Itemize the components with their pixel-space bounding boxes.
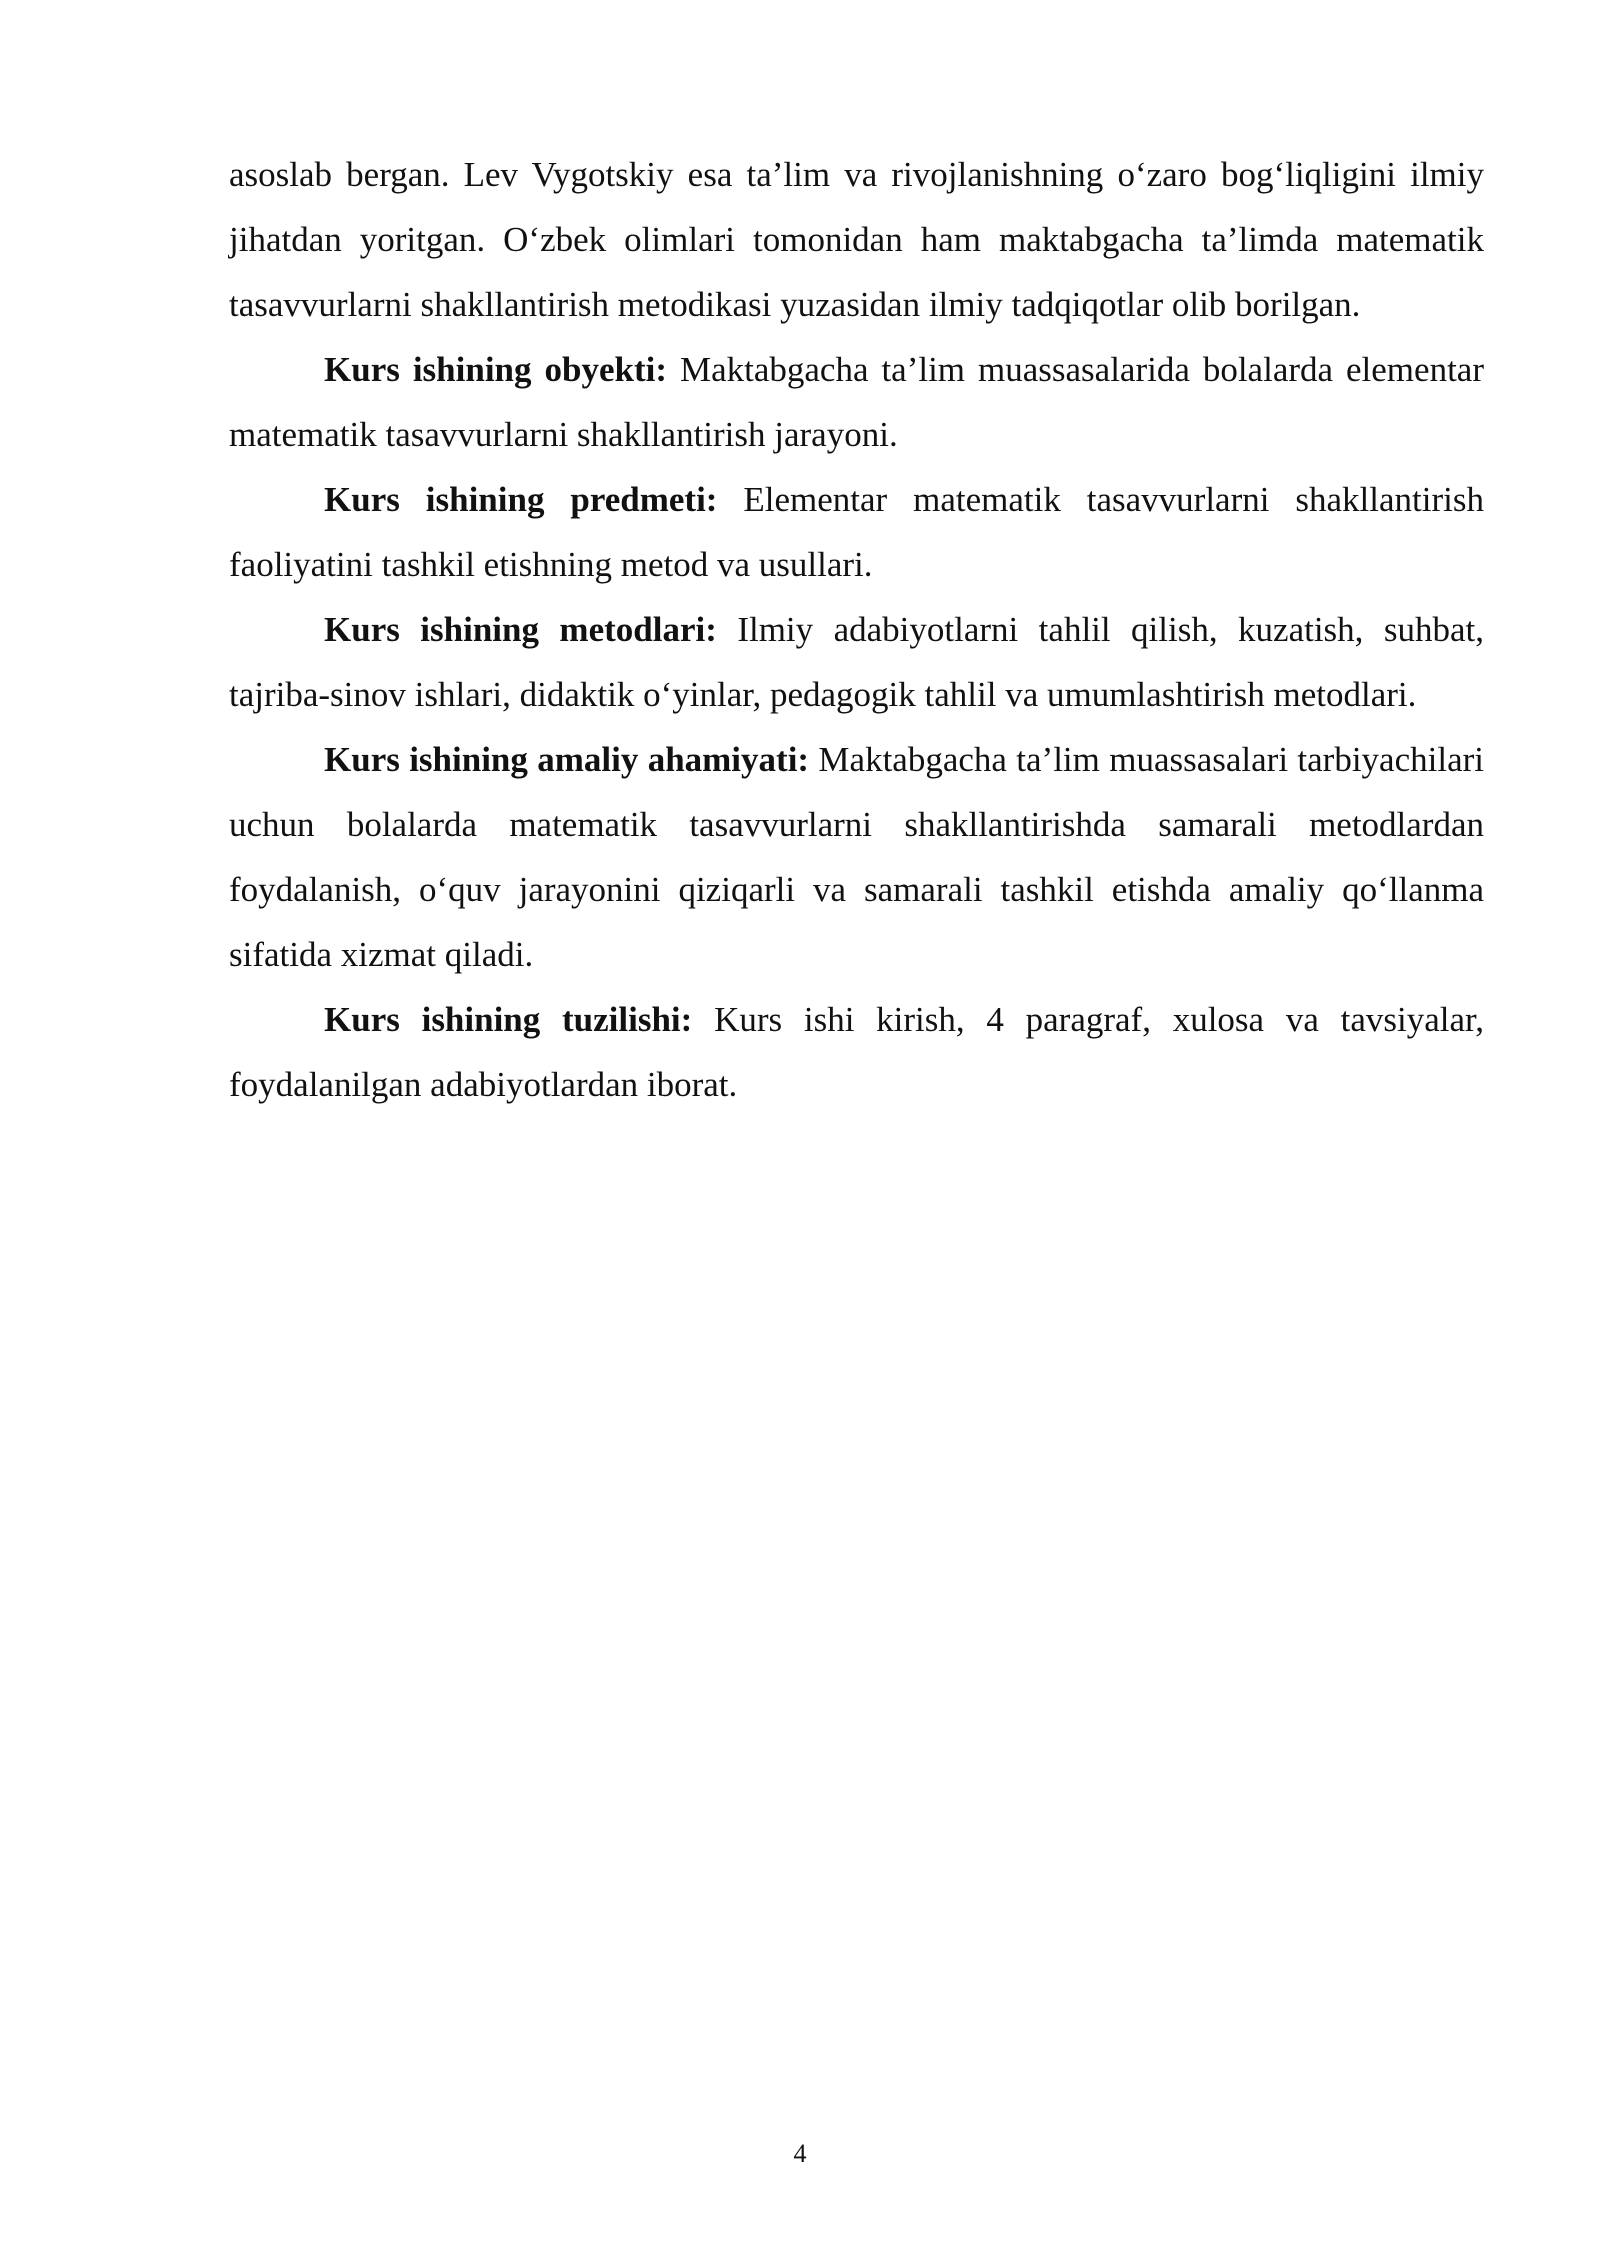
body-text (229, 142, 1484, 1117)
paragraph-label: Kurs ishining metodlari: (324, 610, 717, 649)
intro-paragraph: asoslab bergan. Lev Vygotskiy esa ta’lim va rivojlanishning o‘zaro bog‘liqligini ilmiy jihatdan yoritgan. O‘zbek olimlari tomonidan ham maktabgacha ta’limda matematik tasavvurlarni shakllantirish metodikasi yuzasidan ilmiy tadqiqotlar olib borilgan. (229, 155, 1484, 324)
paragraph-subject (229, 467, 1484, 597)
paragraph-structure (229, 987, 1484, 1117)
paragraph-text: Elementar matematik tasavvurlarni shakllantirish faoliyatini tashkil etishning metod va usullari. (229, 480, 1484, 584)
paragraph-label: Kurs ishining tuzilishi: (324, 1000, 693, 1039)
paragraph-methods (229, 597, 1484, 727)
paragraph-label: Kurs ishining predmeti: (324, 480, 718, 519)
paragraph-text: Maktabgacha ta’lim muassasalari tarbiyachilari uchun bolalarda matematik tasavvurlarni shakllantirishda samarali metodlardan foydalanish, o‘quv jarayonini qiziqarli va samarali tashkil etishda amaliy qo‘llanma sifatida xizmat qiladi. (229, 740, 1484, 974)
page-number: 4 (793, 2139, 807, 2168)
paragraph-object (229, 337, 1484, 467)
paragraph-text: Maktabgacha ta’lim muassasalarida bolalarda elementar matematik tasavvurlarni shakllantirish jarayoni. (229, 350, 1484, 454)
paragraph-label: Kurs ishining obyekti: (324, 350, 667, 389)
paragraph-text: Kurs ishi kirish, 4 paragraf, xulosa va tavsiyalar, foydalanilgan adabiyotlardan iborat. (229, 1000, 1485, 1104)
paragraph-label: Kurs ishining amaliy ahamiyati: (324, 740, 810, 779)
paragraph-practical-significance (229, 727, 1484, 987)
paragraph-text: Ilmiy adabiyotlarni tahlil qilish, kuzatish, suhbat, tajriba-sinov ishlari, didaktik o‘yinlar, pedagogik tahlil va umumlashtirish metodlari. (229, 610, 1484, 714)
